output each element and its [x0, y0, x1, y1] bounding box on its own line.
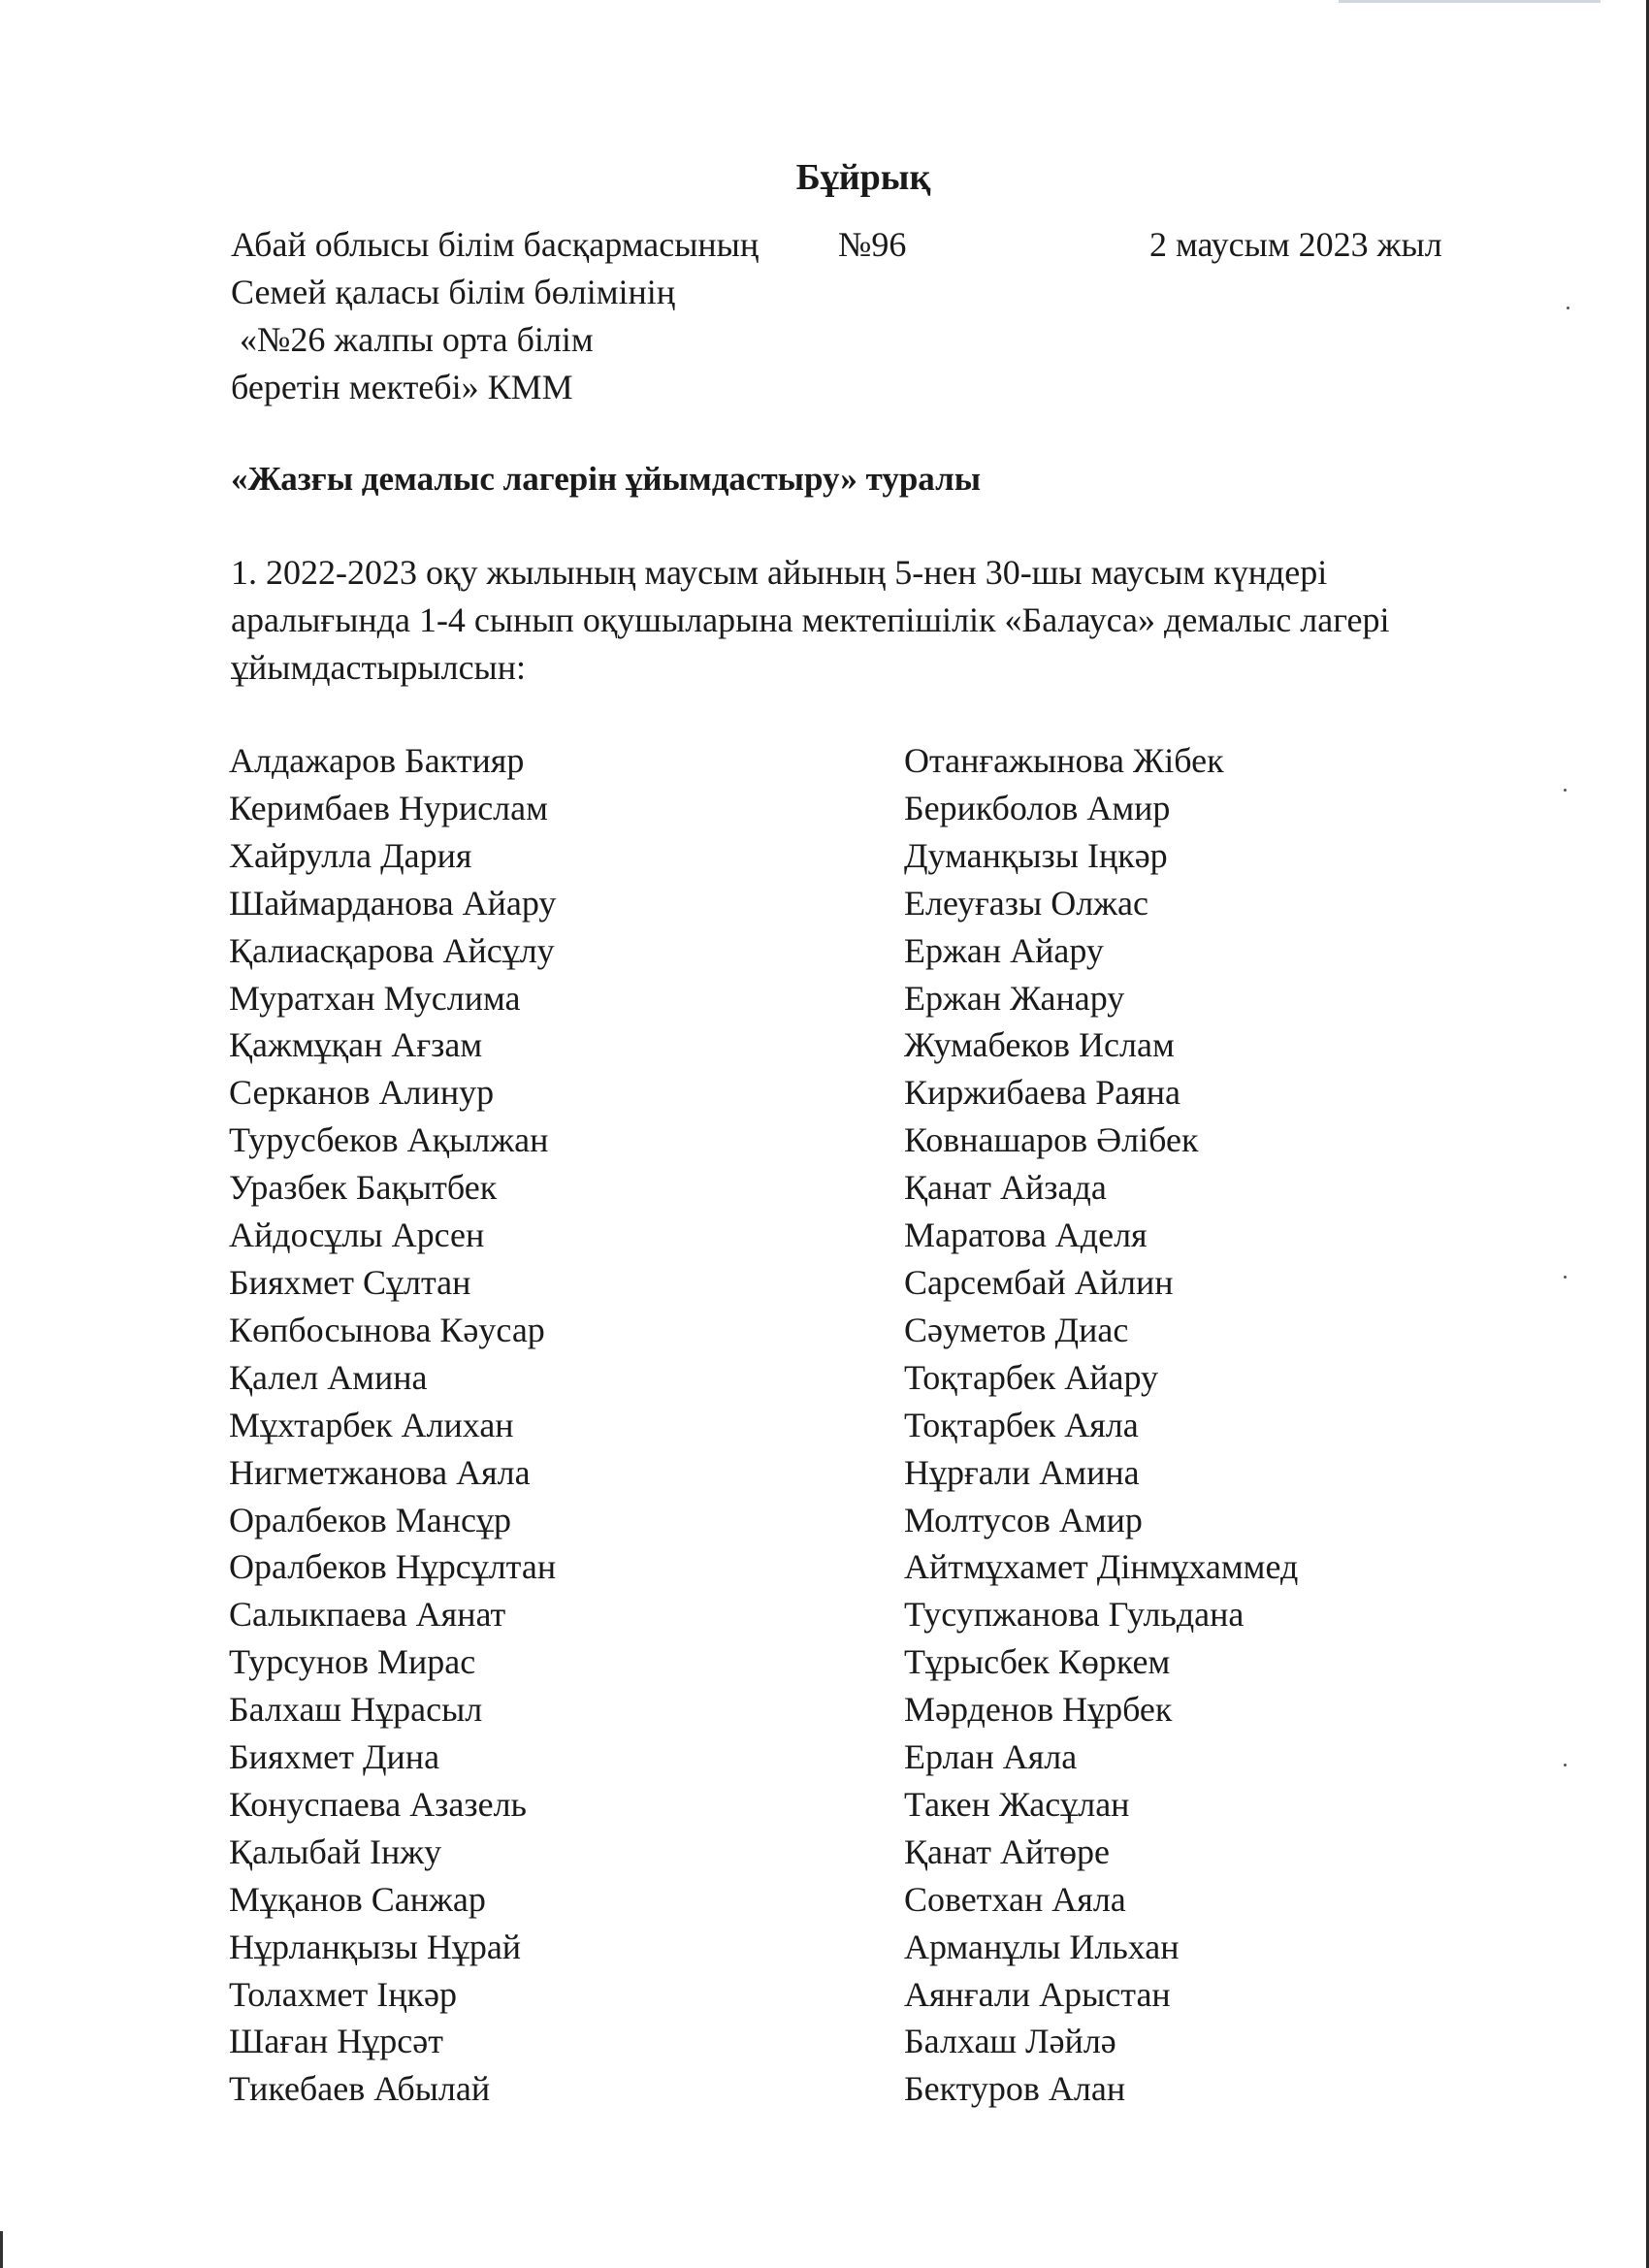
scan-speck: [1567, 307, 1569, 309]
student-name: Шаған Нұрсәт: [229, 2022, 443, 2061]
organization-line: Семей қаласы білім бөлімінің: [231, 273, 676, 311]
student-name: Ержан Жанару: [904, 978, 1125, 1018]
student-name: Арманұлы Ильхан: [904, 1927, 1180, 1966]
order-date: 2 маусым 2023 жыл: [1149, 225, 1442, 264]
student-name: Ержан Айару: [904, 930, 1104, 970]
student-name: Молтусов Амир: [904, 1500, 1143, 1539]
student-name: Балхаш Нұрасыл: [229, 1690, 483, 1730]
student-name: Қажмұқан Ағзам: [229, 1025, 483, 1065]
student-name: Бектуров Алан: [904, 2069, 1126, 2109]
scan-speck: [1564, 1764, 1567, 1766]
student-name: Сарсембай Айлин: [904, 1262, 1174, 1302]
student-name: Конуспаева Азазель: [229, 1784, 527, 1824]
scan-speck: [1564, 789, 1567, 792]
student-name: Серканов Алинур: [229, 1073, 495, 1113]
student-name: Жумабеков Ислам: [904, 1025, 1175, 1065]
document-title: Бұйрық: [795, 157, 931, 198]
student-name: Айтмұхамет Дінмұхаммед: [904, 1547, 1299, 1587]
student-name: Ковнашаров Әлібек: [904, 1120, 1199, 1160]
student-list-left: [229, 737, 556, 2113]
student-name: Айдосұлы Арсен: [229, 1215, 485, 1255]
student-name: Салыкпаева Аянат: [229, 1595, 506, 1635]
student-name: Көпбосынова Кәусар: [229, 1310, 545, 1349]
student-name: Советхан Аяла: [904, 1879, 1126, 1919]
student-name: Киржибаева Раяна: [904, 1073, 1180, 1113]
student-name: Уразбек Бақытбек: [229, 1168, 498, 1208]
student-name: Елеуғазы Олжас: [904, 883, 1148, 923]
student-name: Қалел Амина: [229, 1357, 428, 1397]
student-name: Такен Жасұлан: [904, 1784, 1130, 1824]
scan-speck: [1564, 1276, 1567, 1279]
student-name: Ерлан Аяла: [904, 1737, 1078, 1777]
student-name: Қалиасқарова Айсұлу: [229, 930, 555, 970]
student-name: Тусупжанова Гульдана: [904, 1595, 1245, 1635]
student-name: Думанқызы Іңкәр: [904, 835, 1168, 875]
student-name: Мұхтарбек Алихан: [229, 1405, 514, 1444]
student-name: Нұрғали Амина: [904, 1452, 1140, 1492]
student-name: Отанғажынова Жібек: [904, 741, 1224, 780]
student-name: Қанат Айзада: [904, 1168, 1107, 1208]
student-name: Шаймарданова Айару: [229, 883, 557, 923]
student-name: Балхаш Ләйлә: [904, 2022, 1116, 2061]
student-name: Маратова Аделя: [904, 1215, 1148, 1255]
student-name: Тоқтарбек Аяла: [904, 1405, 1139, 1444]
organization-line: беретін мектебі» КММ: [231, 368, 573, 406]
student-name: Муратхан Муслима: [229, 978, 521, 1018]
student-name: Қалыбай Інжу: [229, 1831, 442, 1871]
order-number: №96: [838, 225, 907, 264]
student-name: Тұрысбек Көркем: [904, 1642, 1171, 1682]
student-name: Турусбеков Ақылжан: [229, 1120, 549, 1160]
student-name: Тоқтарбек Айару: [904, 1357, 1159, 1397]
student-name: Бияхмет Дина: [229, 1737, 440, 1777]
paragraph-line: аралығында 1-4 сынып оқушыларына мектепішілік «Балауса» демалыс лагері: [231, 600, 1390, 639]
student-name: Керимбаев Нурислам: [229, 788, 548, 827]
student-name: Нигметжанова Аяла: [229, 1452, 531, 1492]
paragraph-line: 1. 2022-2023 оқу жылының маусым айының 5-нен 30-шы маусым күндері: [231, 553, 1328, 592]
student-name: Турсунов Мирас: [229, 1642, 476, 1682]
order-paragraph: [231, 549, 1492, 692]
organization-line: Абай облысы білім басқармасының: [231, 225, 760, 264]
student-list-right: [904, 737, 1298, 2113]
student-name: Алдажаров Бактияр: [229, 741, 525, 780]
organization-line: «№26 жалпы орта білім: [231, 320, 594, 359]
student-name: Хайрулла Дария: [229, 835, 472, 875]
student-name: Сәуметов Диас: [904, 1310, 1129, 1349]
student-name: Берикболов Амир: [904, 788, 1171, 827]
student-name: Тикебаев Абылай: [229, 2069, 491, 2109]
student-name: Қанат Айтөре: [904, 1831, 1111, 1871]
organization-block: [231, 221, 759, 411]
scan-artifact-left-mark: [0, 2231, 3, 2268]
student-name: Мәрденов Нұрбек: [904, 1690, 1173, 1730]
student-name: Нұрланқызы Нұрай: [229, 1927, 522, 1966]
student-name: Оралбеков Мансұр: [229, 1500, 511, 1539]
order-subject: «Жазғы демалыс лагерін ұйымдастыру» туралы: [231, 460, 982, 498]
student-name: Бияхмет Сұлтан: [229, 1262, 471, 1302]
student-name: Аянғали Арыстан: [904, 1974, 1171, 2014]
student-name: Толахмет Іңкәр: [229, 1974, 457, 2014]
student-name: Оралбеков Нұрсұлтан: [229, 1547, 557, 1587]
paragraph-line: ұйымдастырылсын:: [231, 648, 527, 687]
student-name: Мұқанов Санжар: [229, 1879, 486, 1919]
scan-artifact-top: [1339, 0, 1600, 3]
